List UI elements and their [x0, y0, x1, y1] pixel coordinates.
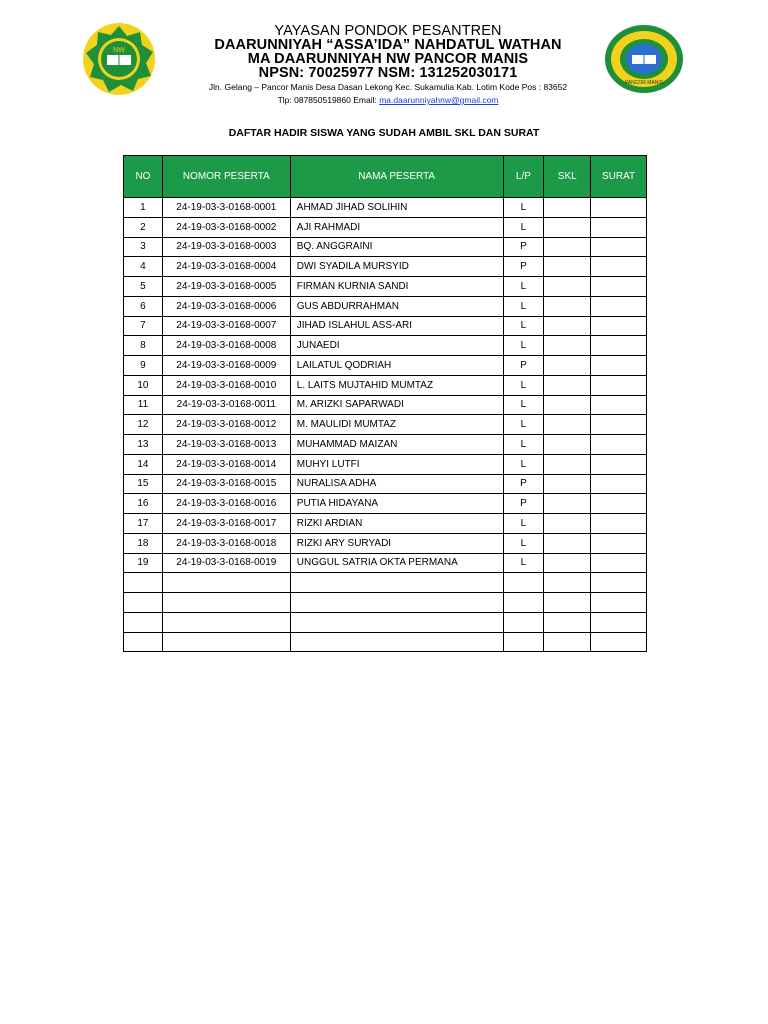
cell-nama-peserta: FIRMAN KURNIA SANDI — [290, 277, 503, 297]
school-contact — [180, 95, 596, 106]
cell-skl — [544, 375, 591, 395]
cell-surat — [591, 356, 647, 376]
cell-no: 5 — [124, 277, 163, 297]
cell-nama-peserta: MUHAMMAD MAIZAN — [290, 435, 503, 455]
cell-nama-peserta: PUTIA HIDAYANA — [290, 494, 503, 514]
cell-lp: P — [503, 237, 544, 257]
cell-nama-peserta: RIZKI ARY SURYADI — [290, 533, 503, 553]
cell-nomor-peserta: 24-19-03-3-0168-0010 — [162, 375, 290, 395]
cell-nama-peserta: JIHAD ISLAHUL ASS-ARI — [290, 316, 503, 336]
logo-left-text: NW — [113, 47, 125, 54]
institution-name: DAARUNNIYAH “ASSA’IDA” NAHDATUL WATHAN — [214, 37, 562, 53]
table-row — [124, 356, 647, 376]
cell-skl — [544, 573, 591, 593]
cell-no: 18 — [124, 533, 163, 553]
cell-surat — [591, 612, 647, 632]
table-row — [124, 533, 647, 553]
cell-lp — [503, 632, 544, 652]
cell-surat — [591, 375, 647, 395]
table-row — [124, 316, 647, 336]
cell-lp: P — [503, 494, 544, 514]
school-address: Jln. Gelang – Pancor Manis Desa Dasan Lekong Kec. Sukamulia Kab. Lotim Kode Pos : 83652 — [208, 82, 568, 92]
cell-surat — [591, 494, 647, 514]
cell-no: 11 — [124, 395, 163, 415]
attendance-table — [123, 155, 647, 652]
cell-skl — [544, 395, 591, 415]
cell-lp: P — [503, 474, 544, 494]
cell-no: 3 — [124, 237, 163, 257]
cell-nomor-peserta: 24-19-03-3-0168-0011 — [162, 395, 290, 415]
cell-nomor-peserta: 24-19-03-3-0168-0015 — [162, 474, 290, 494]
cell-no — [124, 593, 163, 613]
contact-prefix: Tlp: 087850519860 Email: — [277, 95, 380, 105]
cell-surat — [591, 454, 647, 474]
cell-no — [124, 573, 163, 593]
cell-no: 2 — [124, 217, 163, 237]
table-row — [124, 474, 647, 494]
cell-surat — [591, 316, 647, 336]
cell-surat — [591, 237, 647, 257]
letterhead-text — [180, 24, 596, 106]
cell-nama-peserta: LAILATUL QODRIAH — [290, 356, 503, 376]
cell-skl — [544, 593, 591, 613]
cell-lp: L — [503, 395, 544, 415]
cell-surat — [591, 632, 647, 652]
table-row — [124, 454, 647, 474]
cell-no: 13 — [124, 435, 163, 455]
cell-skl — [544, 257, 591, 277]
cell-nama-peserta: MUHYI LUTFI — [290, 454, 503, 474]
cell-nama-peserta: M. MAULIDI MUMTAZ — [290, 415, 503, 435]
cell-surat — [591, 435, 647, 455]
table-header-row — [124, 156, 647, 198]
cell-lp: L — [503, 454, 544, 474]
cell-no — [124, 612, 163, 632]
cell-skl — [544, 415, 591, 435]
cell-lp: L — [503, 336, 544, 356]
cell-skl — [544, 277, 591, 297]
cell-nama-peserta: M. ARIZKI SAPARWADI — [290, 395, 503, 415]
cell-lp: L — [503, 435, 544, 455]
header-nomor-peserta: NOMOR PESERTA — [162, 156, 290, 198]
cell-no: 17 — [124, 514, 163, 534]
cell-no: 7 — [124, 316, 163, 336]
cell-nomor-peserta: 24-19-03-3-0168-0012 — [162, 415, 290, 435]
table-row — [124, 435, 647, 455]
cell-surat — [591, 277, 647, 297]
cell-nama-peserta — [290, 632, 503, 652]
cell-lp: L — [503, 277, 544, 297]
cell-nomor-peserta — [162, 612, 290, 632]
cell-surat — [591, 336, 647, 356]
header-lp: L/P — [503, 156, 544, 198]
cell-lp: L — [503, 296, 544, 316]
cell-no — [124, 632, 163, 652]
cell-skl — [544, 198, 591, 218]
cell-surat — [591, 593, 647, 613]
school-emblem-right-icon — [604, 24, 684, 94]
table-row — [124, 296, 647, 316]
cell-nomor-peserta: 24-19-03-3-0168-0018 — [162, 533, 290, 553]
table-row — [124, 198, 647, 218]
cell-lp — [503, 573, 544, 593]
cell-nomor-peserta: 24-19-03-3-0168-0003 — [162, 237, 290, 257]
cell-surat — [591, 217, 647, 237]
foundation-name: YAYASAN PONDOK PESANTREN — [274, 23, 502, 39]
cell-skl — [544, 356, 591, 376]
letterhead — [0, 0, 768, 110]
cell-skl — [544, 632, 591, 652]
cell-nama-peserta: NURALISA ADHA — [290, 474, 503, 494]
cell-lp: L — [503, 533, 544, 553]
cell-nama-peserta — [290, 612, 503, 632]
cell-lp — [503, 612, 544, 632]
table-row — [124, 336, 647, 356]
cell-nomor-peserta: 24-19-03-3-0168-0009 — [162, 356, 290, 376]
table-row — [124, 553, 647, 573]
cell-skl — [544, 454, 591, 474]
cell-skl — [544, 296, 591, 316]
cell-surat — [591, 573, 647, 593]
cell-nomor-peserta: 24-19-03-3-0168-0017 — [162, 514, 290, 534]
cell-nama-peserta: L. LAITS MUJTAHID MUMTAZ — [290, 375, 503, 395]
cell-no: 4 — [124, 257, 163, 277]
cell-nomor-peserta: 24-19-03-3-0168-0013 — [162, 435, 290, 455]
cell-skl — [544, 237, 591, 257]
table-row — [124, 217, 647, 237]
email-link[interactable]: ma.daarunniyahnw@gmail.com — [379, 95, 499, 105]
cell-nama-peserta: BQ. ANGGRAINI — [290, 237, 503, 257]
table-row — [124, 375, 647, 395]
school-name: MA DAARUNNIYAH NW PANCOR MANIS — [247, 51, 529, 67]
cell-lp: P — [503, 356, 544, 376]
cell-nama-peserta: GUS ABDURRAHMAN — [290, 296, 503, 316]
cell-lp: L — [503, 316, 544, 336]
cell-nama-peserta: AJI RAHMADI — [290, 217, 503, 237]
cell-skl — [544, 514, 591, 534]
cell-skl — [544, 474, 591, 494]
cell-surat — [591, 296, 647, 316]
table-row — [124, 632, 647, 652]
cell-nomor-peserta: 24-19-03-3-0168-0001 — [162, 198, 290, 218]
cell-surat — [591, 533, 647, 553]
cell-surat — [591, 257, 647, 277]
cell-lp: P — [503, 257, 544, 277]
cell-lp: L — [503, 415, 544, 435]
cell-nama-peserta: DWI SYADILA MURSYID — [290, 257, 503, 277]
cell-no: 1 — [124, 198, 163, 218]
cell-nomor-peserta: 24-19-03-3-0168-0019 — [162, 553, 290, 573]
cell-skl — [544, 494, 591, 514]
table-row — [124, 494, 647, 514]
table-row — [124, 257, 647, 277]
cell-nomor-peserta: 24-19-03-3-0168-0014 — [162, 454, 290, 474]
cell-nama-peserta: AHMAD JIHAD SOLIHIN — [290, 198, 503, 218]
cell-nomor-peserta: 24-19-03-3-0168-0016 — [162, 494, 290, 514]
cell-nama-peserta: RIZKI ARDIAN — [290, 514, 503, 534]
cell-nomor-peserta: 24-19-03-3-0168-0005 — [162, 277, 290, 297]
cell-nama-peserta — [290, 573, 503, 593]
cell-lp: L — [503, 198, 544, 218]
table-row — [124, 415, 647, 435]
cell-no: 19 — [124, 553, 163, 573]
cell-nomor-peserta: 24-19-03-3-0168-0008 — [162, 336, 290, 356]
table-row — [124, 514, 647, 534]
cell-nomor-peserta — [162, 593, 290, 613]
cell-nomor-peserta: 24-19-03-3-0168-0002 — [162, 217, 290, 237]
table-row — [124, 237, 647, 257]
cell-skl — [544, 217, 591, 237]
header-nama-peserta: NAMA PESERTA — [290, 156, 503, 198]
table-row — [124, 612, 647, 632]
cell-skl — [544, 435, 591, 455]
table-row — [124, 277, 647, 297]
cell-no: 10 — [124, 375, 163, 395]
cell-surat — [591, 415, 647, 435]
cell-no: 16 — [124, 494, 163, 514]
school-ids: NPSN: 70025977 NSM: 131252030171 — [258, 65, 518, 81]
cell-no: 8 — [124, 336, 163, 356]
cell-nomor-peserta — [162, 573, 290, 593]
cell-nomor-peserta: 24-19-03-3-0168-0006 — [162, 296, 290, 316]
cell-nama-peserta: UNGGUL SATRIA OKTA PERMANA — [290, 553, 503, 573]
cell-surat — [591, 514, 647, 534]
school-emblem-left-icon — [82, 22, 156, 96]
cell-surat — [591, 553, 647, 573]
cell-skl — [544, 316, 591, 336]
cell-nomor-peserta: 24-19-03-3-0168-0004 — [162, 257, 290, 277]
cell-lp — [503, 593, 544, 613]
cell-lp: L — [503, 217, 544, 237]
cell-surat — [591, 198, 647, 218]
cell-lp: L — [503, 553, 544, 573]
header-no: NO — [124, 156, 163, 198]
cell-no: 14 — [124, 454, 163, 474]
table-row — [124, 395, 647, 415]
cell-no: 12 — [124, 415, 163, 435]
cell-nama-peserta: JUNAEDI — [290, 336, 503, 356]
cell-no: 15 — [124, 474, 163, 494]
logo-right-text: PANCOR MANIS — [624, 80, 664, 86]
cell-surat — [591, 395, 647, 415]
cell-lp: L — [503, 514, 544, 534]
header-surat: SURAT — [591, 156, 647, 198]
cell-surat — [591, 474, 647, 494]
cell-nomor-peserta — [162, 632, 290, 652]
cell-skl — [544, 336, 591, 356]
table-row — [124, 593, 647, 613]
cell-nomor-peserta: 24-19-03-3-0168-0007 — [162, 316, 290, 336]
cell-skl — [544, 533, 591, 553]
header-skl: SKL — [544, 156, 591, 198]
cell-lp: L — [503, 375, 544, 395]
cell-skl — [544, 553, 591, 573]
table-row — [124, 573, 647, 593]
cell-skl — [544, 612, 591, 632]
cell-nama-peserta — [290, 593, 503, 613]
cell-no: 9 — [124, 356, 163, 376]
document-title: DAFTAR HADIR SISWA YANG SUDAH AMBIL SKL DAN SURAT — [228, 127, 540, 139]
cell-no: 6 — [124, 296, 163, 316]
